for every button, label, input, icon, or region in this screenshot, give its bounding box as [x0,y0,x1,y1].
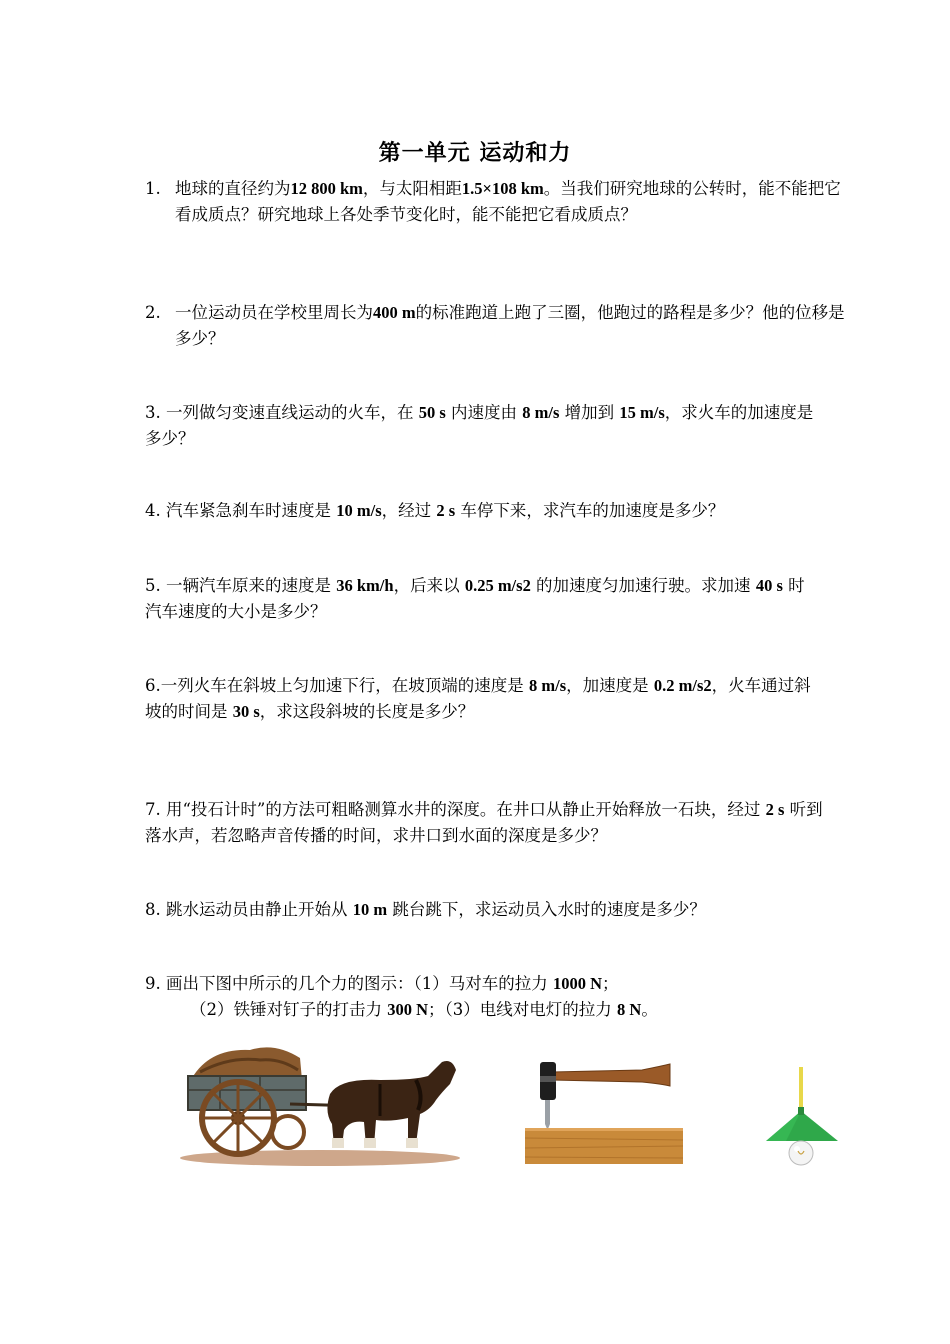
horse-cart-icon [180,1040,465,1170]
question-value: 10 m [352,900,388,919]
question-value: 50 s [418,403,446,422]
question-text: ；（3）电线对电灯的拉力 [428,1000,618,1019]
question-value: 40 s [755,576,783,595]
question-text: ，后来以 [393,576,465,595]
question-value: 1.5×108 km [461,179,544,198]
question-text: 一位运动员在学校里周长为 [175,303,373,322]
question-4 [145,498,815,524]
question-value: 0.2 m/s2 [653,676,712,695]
question-value: 300 N [387,1000,429,1019]
question-number: 2. [145,303,161,322]
question-text: ，火车通过斜坡的时间是 [145,676,811,721]
hanging-lamp-icon [762,1065,842,1175]
question-number: 7. [145,800,161,819]
question-text: 听到落水声，若忽略声音传播的时间，求井口到水面的深度是多少？ [145,800,823,845]
question-7 [145,797,825,849]
question-text: 内速度由 [445,403,523,422]
question-value: 1000 N [553,974,603,993]
question-value: 2 s [765,800,785,819]
hammer-nail-icon [522,1058,687,1168]
question-value: 10 m/s [336,501,382,520]
question-text: 的标准跑道上跑了三圈，他跑过的路程是多少？他的位移是多少？ [175,303,845,348]
question-value: 12 800 km [290,179,363,198]
question-6 [145,673,815,725]
question-value: 0.25 m/s2 [464,576,531,595]
question-number: 3. [145,403,161,422]
question-value: 15 m/s [619,403,665,422]
question-value: 400 m [373,303,416,322]
question-text: 一列做匀变速直线运动的火车，在 [160,403,419,422]
question-number: 6. [145,676,161,695]
question-value: 2 s [436,501,456,520]
question-text: ，求这段斜坡的长度是多少？ [259,702,475,721]
question-number: 9. [145,974,161,993]
question-text: 增加到 [559,403,620,422]
question-value: 8 m/s [522,403,560,422]
question-text: 车停下来，求汽车的加速度是多少？ [455,501,725,520]
page-title: 第一单元 运动和力 [378,140,572,166]
question-9 [145,971,815,1023]
question-text: 汽车紧急刹车时速度是 [160,501,337,520]
question-text: 的加速度匀加速行驶。求加速 [530,576,756,595]
question-text: ，与太阳相距 [362,179,462,198]
question-text: ，求火车的加速度是多少？ [145,403,814,448]
question-text: 。 [641,1000,658,1019]
question-value: 36 km/h [336,576,394,595]
question-text: （2）铁锤对钉子的打击力 [190,1000,388,1019]
question-text: ，加速度是 [566,676,654,695]
question-8 [145,897,815,923]
question-number: 1. [145,179,161,198]
question-text: 。当我们研究地球的公转时，能不能把它看成质点？研究地球上各处季节变化时，能不能把它看成质点？ [175,179,841,224]
question-text: 画出下图中所示的几个力的图示：（1）马对车的拉力 [160,974,553,993]
question-text: ，经过 [381,501,437,520]
question-value: 30 s [232,702,260,721]
question-text: 跳水运动员由静止开始从 [160,900,353,919]
question-text: 一辆汽车原来的速度是 [160,576,337,595]
question-1 [145,176,845,228]
question-number: 5. [145,576,161,595]
question-text: 跳台跳下，求运动员入水时的速度是多少？ [387,900,706,919]
question-text: 时汽车速度的大小是多少？ [145,576,805,621]
question-line-2 [145,997,815,1023]
question-5 [145,573,815,625]
question-3 [145,400,815,452]
question-text: 地球的直径约为 [175,179,291,198]
question-text: ； [602,974,619,993]
question-value: 8 m/s [529,676,567,695]
question-text: 用“投石计时”的方法可粗略测算水井的深度。在井口从静止开始释放一石块，经过 [160,800,766,819]
question-value: 8 N [617,1000,642,1019]
question-number: 8. [145,900,161,919]
question-text: 一列火车在斜坡上匀加速下行，在坡顶端的速度是 [160,676,529,695]
question-number: 4. [145,501,161,520]
question-2 [145,300,845,352]
